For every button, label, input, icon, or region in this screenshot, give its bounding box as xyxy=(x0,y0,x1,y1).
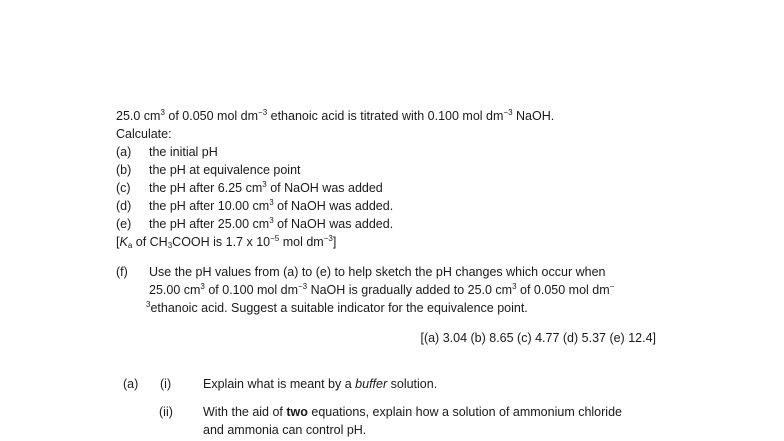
ka-sub-3: 3 xyxy=(167,241,173,250)
q2-i-text xyxy=(203,377,437,392)
part-e-text xyxy=(149,217,393,232)
ka-sub-a: a xyxy=(127,241,133,250)
part-c-post: of NaOH was added xyxy=(266,181,383,195)
intro-text-3: ethanoic acid is titrated with 0.100 mol dm xyxy=(267,109,504,123)
q2-ii-line-2: and ammonia can control pH. xyxy=(203,423,367,437)
q2-i-em: buffer xyxy=(355,377,388,391)
part-f-line-3 xyxy=(146,301,528,316)
part-f-l2a: 25.00 cm xyxy=(149,283,201,297)
intro-sup-2: −3 xyxy=(258,108,268,117)
q2-i-label: (i) xyxy=(160,377,172,391)
q2-a-label: (a) xyxy=(123,377,139,391)
part-f-label: (f) xyxy=(116,265,128,279)
q2-i-pre: Explain what is meant by a xyxy=(203,377,356,391)
q2-ii-label: (ii) xyxy=(159,405,173,419)
part-b-text: the pH at equivalence point xyxy=(149,163,301,177)
ka-of: of CH xyxy=(132,235,168,249)
q2-ii-post: equations, explain how a solution of ammonium chloride xyxy=(307,405,622,419)
part-d-sup: 3 xyxy=(269,198,274,207)
part-f-l2s4: − xyxy=(609,282,615,291)
part-e-sup: 3 xyxy=(269,216,274,225)
part-c-label: (c) xyxy=(116,181,131,195)
part-f-l2b: of 0.100 mol dm xyxy=(204,283,298,297)
ka-symbol: K xyxy=(119,235,128,249)
part-c-pre: the pH after 6.25 cm xyxy=(149,181,263,195)
part-c-text xyxy=(149,181,383,196)
part-a-text: the initial pH xyxy=(149,145,218,159)
part-e-post: of NaOH was added. xyxy=(273,217,394,231)
part-f-line-1: Use the pH values from (a) to (e) to help sketch the pH changes which occur when xyxy=(149,265,606,279)
part-d-pre: the pH after 10.00 cm xyxy=(149,199,270,213)
intro-text-4: NaOH. xyxy=(512,109,555,123)
ka-line xyxy=(116,235,336,250)
answers: [(a) 3.04 (b) 8.65 (c) 4.77 (d) 5.37 (e) 12.4] xyxy=(420,331,656,345)
part-f-l2s2: −3 xyxy=(297,282,308,291)
q2-ii-pre: With the aid of xyxy=(203,405,287,419)
intro-sup-3: −3 xyxy=(503,108,513,117)
q2-ii-bold: two xyxy=(286,405,308,419)
part-e-pre: the pH after 25.00 cm xyxy=(149,217,270,231)
part-d-post: of NaOH was added. xyxy=(273,199,394,213)
ka-close: ] xyxy=(332,235,337,249)
part-e-label: (e) xyxy=(116,217,132,231)
part-b-label: (b) xyxy=(116,163,132,177)
part-f-l2d: of 0.050 mol dm xyxy=(516,283,610,297)
calculate-label: Calculate: xyxy=(116,127,172,141)
intro-line xyxy=(116,109,554,124)
part-f-l3s: 3 xyxy=(146,300,151,309)
part-d-label: (d) xyxy=(116,199,132,213)
part-f-l3: ethanoic acid. Suggest a suitable indicator for the equivalence point. xyxy=(150,301,528,315)
ka-open: [ xyxy=(116,235,120,249)
q2-i-post: solution. xyxy=(387,377,438,391)
part-d-text xyxy=(149,199,393,214)
part-c-sup: 3 xyxy=(262,180,267,189)
part-f-l2c: NaOH is gradually added to 25.0 cm xyxy=(307,283,513,297)
part-f-line-2 xyxy=(149,283,614,298)
ka-exp: −5 xyxy=(270,234,280,243)
ka-unit-exp: −3 xyxy=(323,234,333,243)
intro-sup-1: 3 xyxy=(160,108,165,117)
ka-cooh: COOH is 1.7 x 10 xyxy=(172,235,271,249)
intro-text-2: of 0.050 mol dm xyxy=(164,109,259,123)
part-f-l2s1: 3 xyxy=(200,282,205,291)
part-f-l2s3: 3 xyxy=(512,282,517,291)
part-a-label: (a) xyxy=(116,145,132,159)
intro-text-1: 25.0 cm xyxy=(116,109,161,123)
q2-ii-text xyxy=(203,405,622,420)
ka-unit: mol dm xyxy=(279,235,324,249)
